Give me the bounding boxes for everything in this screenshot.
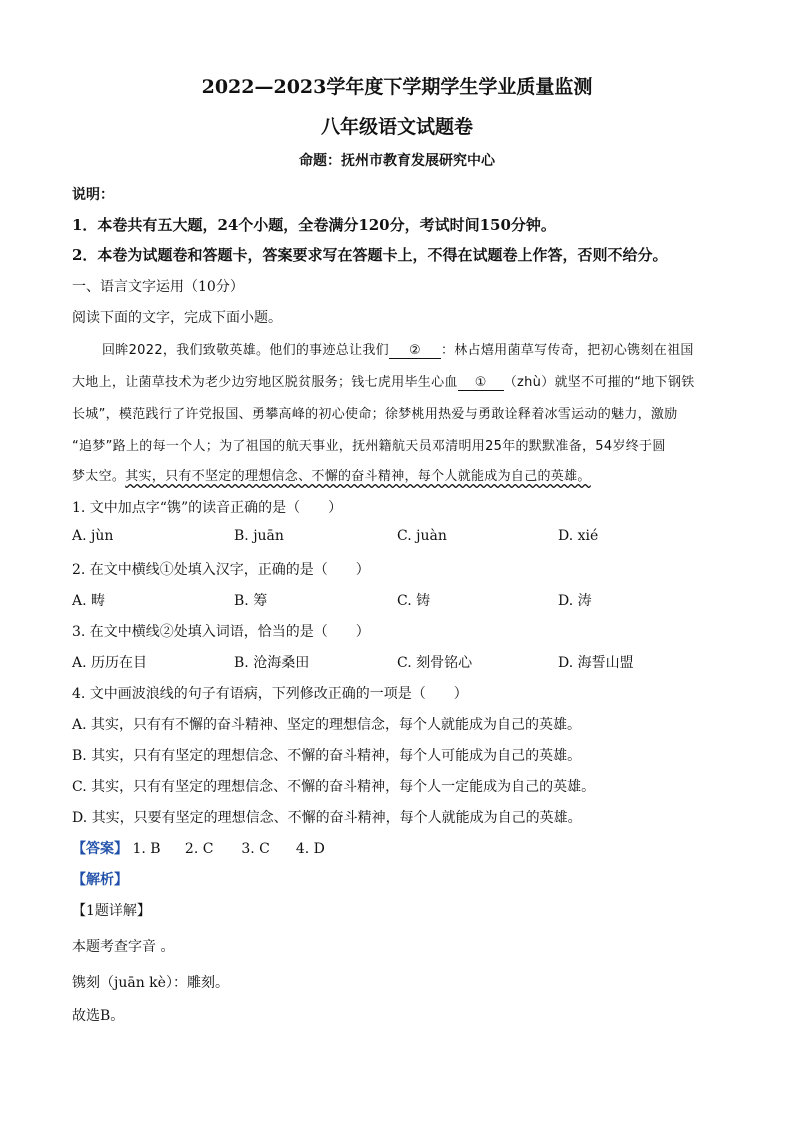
answer-4: 4. D bbox=[295, 841, 325, 857]
q4-option-b: B. 其实，只有有坚定的理想信念、不懈的奋斗精神，每个人可能成为自己的英雄。 bbox=[72, 748, 582, 764]
q3-option-c: C. 刻骨铭心 bbox=[397, 655, 473, 671]
section-instruction: 阅读下面的文字，完成下面小题。 bbox=[72, 310, 282, 326]
passage-text: 梦太空。 bbox=[72, 469, 126, 484]
blank-2: ② bbox=[389, 343, 441, 359]
q1-option-d: D. xié bbox=[558, 528, 599, 544]
analysis-detail-label: 【1题详解】 bbox=[72, 903, 151, 919]
q3-option-d: D. 海誓山盟 bbox=[558, 655, 634, 671]
passage-line-1 bbox=[72, 339, 722, 359]
q2-option-b: B. 筹 bbox=[234, 593, 268, 609]
section-heading: 一、语言文字运用（10分） bbox=[72, 279, 244, 295]
passage-text: ：林占熺用菌草写传奇，把初心镌刻在祖国 bbox=[440, 343, 694, 358]
q1-option-a: A. jùn bbox=[72, 528, 114, 544]
q1-option-b: B. juān bbox=[234, 528, 284, 544]
q1-option-c: C. juàn bbox=[397, 528, 447, 544]
passage-line-3: 长城”，模范践行了许党报国、勇攀高峰的初心使命；徐梦桃用热爱与勇敢诠释着冰雪运动的魅力，激励 bbox=[72, 407, 678, 422]
q3-option-a: A. 历历在目 bbox=[72, 655, 148, 671]
q4-option-a: A. 其实，只有有不懈的奋斗精神、坚定的理想信念，每个人就能成为自己的英雄。 bbox=[72, 717, 582, 733]
answer-label: 【答案】 bbox=[72, 841, 128, 857]
answer-1: 1. B bbox=[132, 841, 161, 857]
passage-line-5 bbox=[72, 465, 722, 484]
notes-label: 说明： bbox=[72, 187, 114, 203]
q2-option-a: A. 畴 bbox=[72, 593, 106, 609]
exam-issuer: 命题：抚州市教育发展研究中心 bbox=[299, 153, 495, 169]
q3-option-b: B. 沧海桑田 bbox=[234, 655, 310, 671]
q2-option-d: D. 涛 bbox=[558, 593, 592, 609]
passage-line-2 bbox=[72, 371, 722, 391]
note-item-2: 2．本卷为试题卷和答题卡，答案要求写在答题卡上，不得在试题卷上作答，否则不给分。 bbox=[72, 246, 668, 264]
question-1-stem: 1. 文中加点字“镌”的读音正确的是（ ） bbox=[72, 500, 343, 516]
question-3-stem: 3. 在文中横线②处填入词语，恰当的是（ ） bbox=[72, 624, 370, 640]
question-2-stem: 2. 在文中横线①处填入汉字，正确的是（ ） bbox=[72, 562, 370, 578]
question-4-stem: 4. 文中画波浪线的句子有语病，下列修改正确的一项是（ ） bbox=[72, 686, 468, 702]
answer-row bbox=[72, 838, 325, 858]
exam-title: 2022—2023学年度下学期学生学业质量监测 bbox=[201, 76, 593, 98]
answer-2: 2. C bbox=[184, 841, 214, 857]
passage-text: 回眸2022，我们致敬英雄。他们的事迹总让我们 bbox=[102, 343, 389, 358]
analysis-line-1: 本题考查字音 。 bbox=[72, 939, 175, 955]
note-item-1: 1．本卷共有五大题，24个小题，全卷满分120分，考试时间150分钟。 bbox=[72, 216, 556, 234]
wavy-sentence: 其实，只有不坚定的理想信念、不懈的奋斗精神，每个人就能成为自己的英雄。 bbox=[125, 469, 591, 484]
q2-option-c: C. 铸 bbox=[397, 593, 431, 609]
passage-line-4: “追梦”路上的每一个人；为了祖国的航天事业，抚州籍航天员邓清明用25年的默默准备，54岁终于圆 bbox=[72, 439, 666, 454]
q4-option-d: D. 其实，只要有坚定的理想信念、不懈的奋斗精神，每个人就能成为自己的英雄。 bbox=[72, 810, 582, 826]
analysis-line-3: 故选B。 bbox=[72, 1008, 125, 1024]
analysis-label: 【解析】 bbox=[72, 872, 128, 888]
blank-1: ① bbox=[458, 375, 504, 391]
answer-3: 3. C bbox=[241, 841, 270, 857]
analysis-line-2: 镌刻（juān kè）：雕刻。 bbox=[72, 975, 229, 991]
q4-option-c: C. 其实，只有有坚定的理想信念、不懈的奋斗精神，每个人一定能成为自己的英雄。 bbox=[72, 779, 596, 795]
passage-text: （zhù）就坚不可摧的“地下钢铁 bbox=[503, 375, 695, 390]
exam-subtitle: 八年级语文试题卷 bbox=[320, 116, 473, 138]
passage-text: 大地上，让菌草技术为老少边穷地区脱贫服务；钱七虎用毕生心血 bbox=[72, 375, 458, 390]
